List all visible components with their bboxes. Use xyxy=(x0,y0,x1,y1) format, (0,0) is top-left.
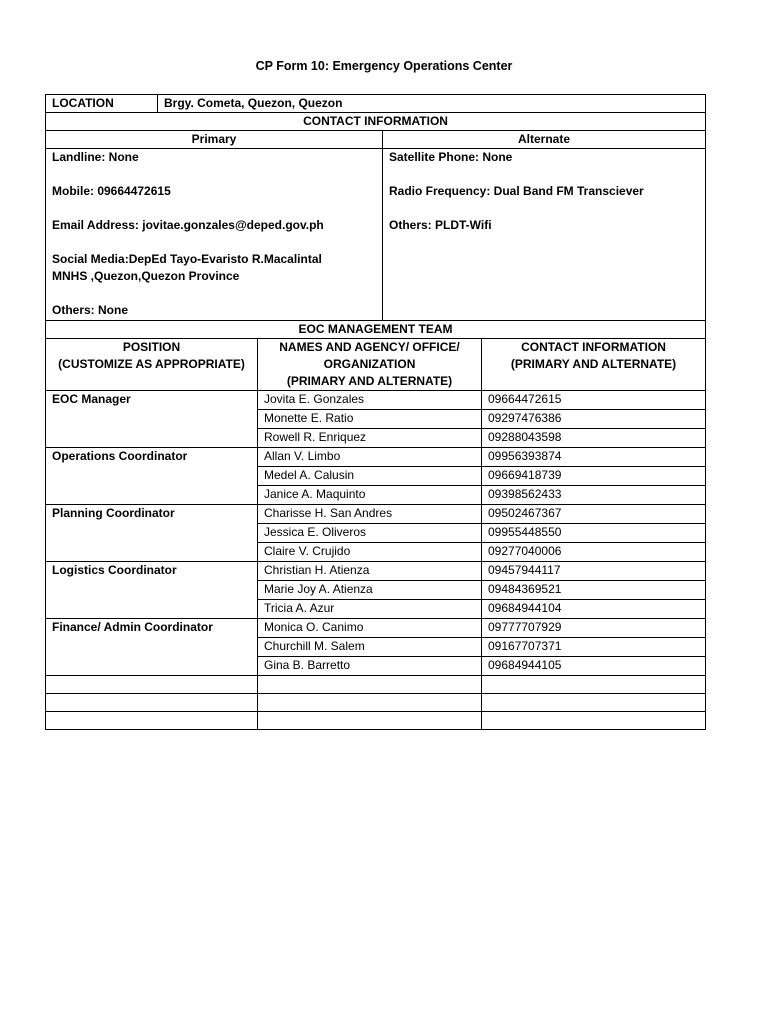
member-name-cell: Jessica E. Oliveros xyxy=(258,524,482,543)
member-contact-cell: 09955448550 xyxy=(482,524,706,543)
primary-landline: Landline: None xyxy=(52,150,139,164)
primary-social-media-line1: Social Media:DepEd Tayo-Evaristo R.Macalintal xyxy=(52,252,322,266)
primary-email: Email Address: jovitae.gonzales@deped.gov.ph xyxy=(52,218,324,232)
member-name-cell: Marie Joy A. Atienza xyxy=(258,581,482,600)
names-column-header: NAMES AND AGENCY/ OFFICE/ ORGANIZATION (PRIMARY AND ALTERNATE) xyxy=(258,339,482,391)
primary-mobile: Mobile: 09664472615 xyxy=(52,184,171,198)
member-name-cell: Allan V. Limbo xyxy=(258,448,482,467)
position-cell: Planning Coordinator xyxy=(46,505,258,562)
table-row xyxy=(46,619,706,638)
table-row xyxy=(46,448,706,467)
member-name-cell: Janice A. Maquinto xyxy=(258,486,482,505)
primary-others: Others: None xyxy=(52,303,129,317)
alternate-radio: Radio Frequency: Dual Band FM Transciever xyxy=(389,184,644,198)
blank-cell xyxy=(482,694,706,712)
contact-heading-row xyxy=(46,113,706,131)
position-cell: Logistics Coordinator xyxy=(46,562,258,619)
location-value: Brgy. Cometa, Quezon, Quezon xyxy=(158,95,706,113)
contact-column-header: CONTACT INFORMATION (PRIMARY AND ALTERNATE) xyxy=(482,339,706,391)
blank-row xyxy=(46,694,706,712)
blank-cell xyxy=(258,712,482,730)
contact-info-heading: CONTACT INFORMATION xyxy=(46,113,706,131)
blank-cell xyxy=(482,712,706,730)
table-row xyxy=(46,505,706,524)
position-cell: Finance/ Admin Coordinator xyxy=(46,619,258,676)
member-name-cell: Monica O. Canimo xyxy=(258,619,482,638)
team-heading: EOC MANAGEMENT TEAM xyxy=(46,321,706,339)
contact-details-row xyxy=(46,149,706,321)
member-name-cell: Jovita E. Gonzales xyxy=(258,391,482,410)
member-contact-cell: 09277040006 xyxy=(482,543,706,562)
member-contact-cell: 09288043598 xyxy=(482,429,706,448)
member-contact-cell: 09502467367 xyxy=(482,505,706,524)
member-name-cell: Churchill M. Salem xyxy=(258,638,482,657)
table-row xyxy=(46,391,706,410)
location-label: LOCATION xyxy=(46,95,158,113)
member-name-cell: Christian H. Atienza xyxy=(258,562,482,581)
member-contact-cell: 09167707371 xyxy=(482,638,706,657)
member-contact-cell: 09297476386 xyxy=(482,410,706,429)
position-cell: Operations Coordinator xyxy=(46,448,258,505)
blank-cell xyxy=(482,676,706,694)
blank-cell xyxy=(46,712,258,730)
alternate-others: Others: PLDT-Wifi xyxy=(389,218,492,232)
blank-cell xyxy=(46,676,258,694)
contact-subheading-row xyxy=(46,131,706,149)
location-row xyxy=(46,95,706,113)
member-name-cell: Tricia A. Azur xyxy=(258,600,482,619)
member-name-cell: Monette E. Ratio xyxy=(258,410,482,429)
form-title: CP Form 10: Emergency Operations Center xyxy=(255,59,513,73)
member-contact-cell: 09684944104 xyxy=(482,600,706,619)
alternate-contact-cell xyxy=(383,149,706,321)
member-name-cell: Gina B. Barretto xyxy=(258,657,482,676)
alternate-heading: Alternate xyxy=(383,131,706,149)
position-column-header: POSITION (CUSTOMIZE AS APPROPRIATE) xyxy=(46,339,258,391)
member-contact-cell: 09777707929 xyxy=(482,619,706,638)
position-cell: EOC Manager xyxy=(46,391,258,448)
alternate-satellite: Satellite Phone: None xyxy=(389,150,513,164)
team-heading-row xyxy=(46,321,706,339)
blank-row xyxy=(46,676,706,694)
member-contact-cell: 09664472615 xyxy=(482,391,706,410)
member-contact-cell: 09669418739 xyxy=(482,467,706,486)
blank-row xyxy=(46,712,706,730)
member-contact-cell: 09398562433 xyxy=(482,486,706,505)
member-name-cell: Medel A. Calusin xyxy=(258,467,482,486)
primary-social-media-line2: MNHS ,Quezon,Quezon Province xyxy=(52,269,240,283)
member-contact-cell: 09684944105 xyxy=(482,657,706,676)
blank-cell xyxy=(258,676,482,694)
member-contact-cell: 09457944117 xyxy=(482,562,706,581)
table-row xyxy=(46,562,706,581)
blank-cell xyxy=(46,694,258,712)
primary-contact-cell xyxy=(46,149,383,321)
primary-heading: Primary xyxy=(46,131,383,149)
eoc-form-table xyxy=(45,94,706,730)
member-contact-cell: 09956393874 xyxy=(482,448,706,467)
member-name-cell: Rowell R. Enriquez xyxy=(258,429,482,448)
member-name-cell: Claire V. Crujido xyxy=(258,543,482,562)
team-column-headers xyxy=(46,339,706,391)
member-contact-cell: 09484369521 xyxy=(482,581,706,600)
blank-cell xyxy=(258,694,482,712)
member-name-cell: Charisse H. San Andres xyxy=(258,505,482,524)
